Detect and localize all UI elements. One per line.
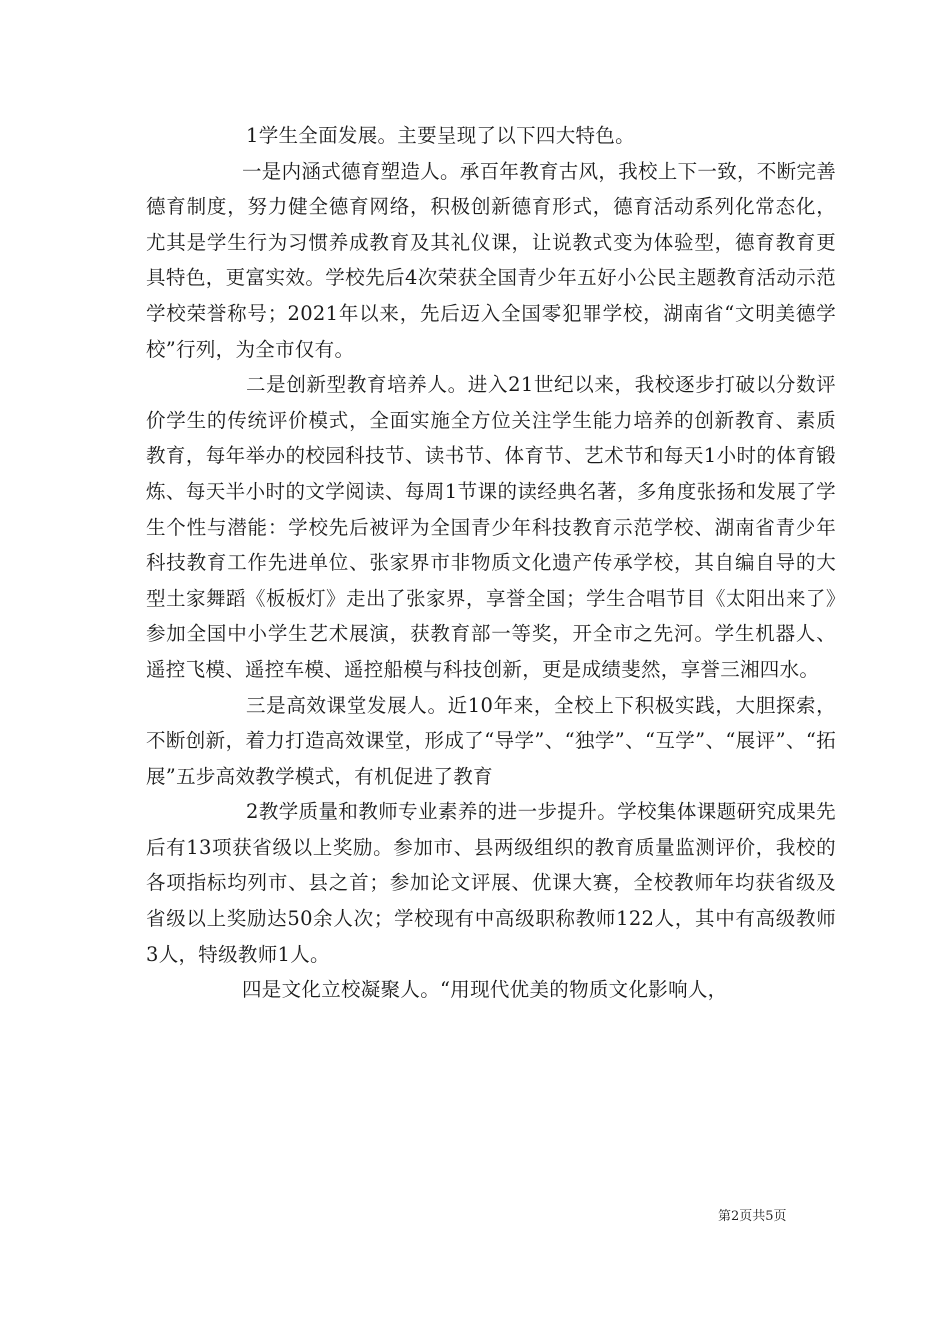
paragraph-intro: 1学生全面发展。主要呈现了以下四大特色。 <box>246 124 635 147</box>
paragraph-moral-education: 一是内涵式德育塑造人。承百年教育古风，我校上下一致，不断完善德育制度，努力健全德育网络，积极创新德育形式，德育活动系列化常态化，尤其是学生行为习惯养成教育及其礼仪课，让说教式变为体验型，德育教育更具特色，更富实效。学校先后4次荣获全国青少年五好小公民主题教育活动示范学校荣誉称号；2021年以来，先后迈入全国零犯罪学校，湖南省“文明美德学校”行列，为全市仅有。 <box>146 159 837 361</box>
page-number: 第2页共5页 <box>718 1209 787 1224</box>
paragraph-teaching-quality: 2教学质量和教师专业素养的进一步提升。学校集体课题研究成果先后有13项获省级以上奖励。参加市、县两级组织的教育质量监测评价，我校的各项指标均列市、县之首；参加论文评展、优课大赛，全校教师年均获省级及省级以上奖励达50余人次；学校现有中高级职称教师122人，其中有高级教师3人，特级教师1人。 <box>146 800 836 966</box>
paragraph-school-culture: 四是文化立校凝聚人。“用现代优美的物质文化影响人， <box>242 978 728 1002</box>
body-text <box>146 118 836 1008</box>
paragraph-innovative-education: 二是创新型教育培养人。进入21世纪以来，我校逐步打破以分数评价学生的传统评价模式，全面实施全方位关注学生能力培养的创新教育、素质教育，每年举办的校园科技节、读书节、体育节、艺术节和每天1小时的体育锻炼、每天半小时的文学阅读、每周1节课的读经典名著，多角度张扬和发展了学生个性与潜能：学校先后被评为全国青少年科技教育示范学校、湖南省青少年科技教育工作先进单位、张家界市非物质文化遗产传承学校，其自编自导的大型土家舞蹈《板板灯》走出了张家界，享誉全国；学生合唱节目《太阳出来了》参加全国中小学生艺术展演，获教育部一等奖，开全市之先河。学生机器人、遥控飞模、遥控车模、遥控船模与科技创新，更是成绩斐然，享誉三湘四水。 <box>146 373 836 681</box>
paragraph-efficient-classroom: 三是高效课堂发展人。近10年来，全校上下积极实践，大胆探索，不断创新，着力打造高效课堂，形成了“导学”、“独学”、“互学”、“展评”、“拓展”五步高效教学模式，有机促进了教育 <box>146 693 836 788</box>
